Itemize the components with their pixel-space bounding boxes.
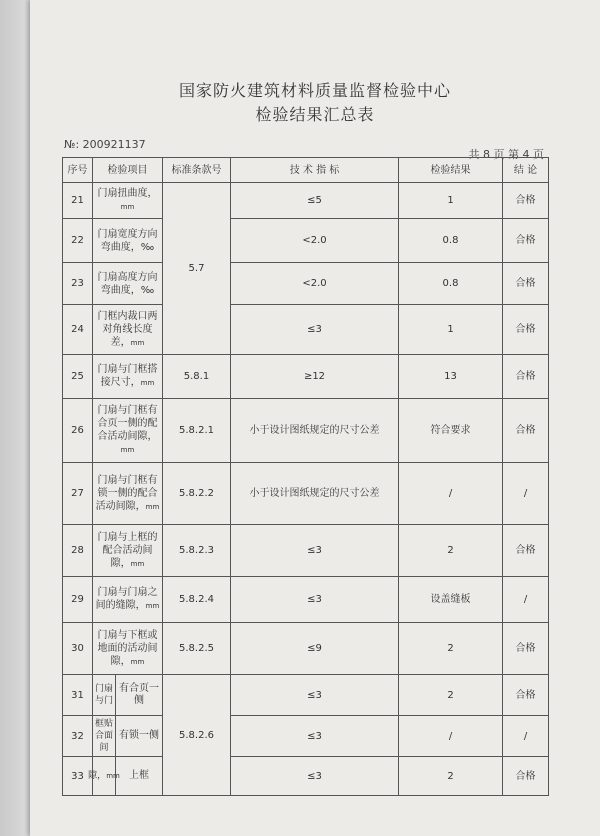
row-item: 门框内裁口两对角线长度差，mm xyxy=(93,305,163,355)
table-row xyxy=(63,263,549,305)
row-conclusion: 合格 xyxy=(503,305,549,355)
row-clause: 5.8.2.2 xyxy=(163,463,231,525)
row-item: 门扇与下框或地面的活动间隙，mm xyxy=(93,623,163,675)
row-spec: ≤3 xyxy=(231,525,399,577)
row-no: 21 xyxy=(63,183,93,219)
row-subitem: 有锁一侧 xyxy=(119,730,159,741)
row-conclusion: 合格 xyxy=(503,675,549,716)
row-clause: 5.8.2.5 xyxy=(163,623,231,675)
row-item: 门扇扭曲度，mm xyxy=(93,183,163,219)
row-conclusion: 合格 xyxy=(503,219,549,263)
row-clause: 5.8.2.4 xyxy=(163,577,231,623)
header-item: 检验项目 xyxy=(93,158,163,183)
header-spec: 技 术 指 标 xyxy=(231,158,399,183)
row-conclusion: 合格 xyxy=(503,355,549,399)
row-spec: <2.0 xyxy=(231,219,399,263)
row-result: / xyxy=(399,716,503,757)
row-result: 2 xyxy=(399,675,503,716)
row-item-split xyxy=(93,675,163,716)
row-clause: 5.8.2.6 xyxy=(163,675,231,796)
document-title: 国家防火建筑材料质量监督检验中心 xyxy=(178,81,451,100)
row-result: 2 xyxy=(399,525,503,577)
results-table xyxy=(62,157,549,796)
table-header-row xyxy=(63,158,549,183)
row-no: 24 xyxy=(63,305,93,355)
row-conclusion: / xyxy=(503,716,549,757)
row-spec: 小于设计图纸规定的尺寸公差 xyxy=(231,399,399,463)
row-spec: ≤3 xyxy=(231,305,399,355)
table-row xyxy=(63,623,549,675)
row-spec: 小于设计图纸规定的尺寸公差 xyxy=(231,463,399,525)
row-conclusion: / xyxy=(503,463,549,525)
report-number: №: 200921137 xyxy=(64,138,146,151)
row-no: 28 xyxy=(63,525,93,577)
row-no: 26 xyxy=(63,399,93,463)
row-clause: 5.8.1 xyxy=(163,355,231,399)
row-no: 32 xyxy=(63,716,93,757)
header-clause: 标准条款号 xyxy=(163,158,231,183)
row-item: 门扇与门框有合页一侧的配合活动间隙，mm xyxy=(93,399,163,463)
row-conclusion: 合格 xyxy=(503,399,549,463)
row-no: 27 xyxy=(63,463,93,525)
row-conclusion: 合格 xyxy=(503,525,549,577)
table-row xyxy=(63,525,549,577)
row-clause: 5.7 xyxy=(163,183,231,355)
row-conclusion: 合格 xyxy=(503,183,549,219)
row-no: 25 xyxy=(63,355,93,399)
row-no: 29 xyxy=(63,577,93,623)
document-subtitle: 检验结果汇总表 xyxy=(255,105,375,124)
table-row xyxy=(63,399,549,463)
table-row xyxy=(63,716,549,757)
row-conclusion: / xyxy=(503,577,549,623)
row-spec: ≥12 xyxy=(231,355,399,399)
table-row xyxy=(63,355,549,399)
row-item-split xyxy=(88,757,163,796)
row-item: 门扇与上框的配合活动间隙，mm xyxy=(93,525,163,577)
row-no: 30 xyxy=(63,623,93,675)
row-no: 31 xyxy=(63,675,93,716)
table-row xyxy=(63,219,549,263)
row-result: 13 xyxy=(399,355,503,399)
table-row xyxy=(63,577,549,623)
row-conclusion: 合格 xyxy=(503,263,549,305)
header-no: 序号 xyxy=(63,158,93,183)
row-item: 门扇与门框有锁一侧的配合活动间隙，mm xyxy=(93,463,163,525)
row-item: 门扇与门扇之间的缝隙，mm xyxy=(93,577,163,623)
row-no: 33 xyxy=(63,757,93,796)
row-conclusion: 合格 xyxy=(503,623,549,675)
row-no: 22 xyxy=(63,219,93,263)
row-result: 0.8 xyxy=(399,263,503,305)
row-subitem: 上框 xyxy=(129,770,149,781)
row-result: 1 xyxy=(399,305,503,355)
row-no: 23 xyxy=(63,263,93,305)
header-result: 检验结果 xyxy=(399,158,503,183)
row-result: 1 xyxy=(399,183,503,219)
row-spec: ≤3 xyxy=(231,675,399,716)
row-result: 0.8 xyxy=(399,219,503,263)
row-item: 门扇宽度方向弯曲度，‰ xyxy=(93,219,163,263)
row-result: 符合要求 xyxy=(399,399,503,463)
row-clause: 5.8.2.3 xyxy=(163,525,231,577)
table-row xyxy=(63,463,549,525)
table-row xyxy=(63,675,549,716)
row-clause: 5.8.2.1 xyxy=(163,399,231,463)
row-subitem: 有合页一侧 xyxy=(119,683,159,706)
header-conclusion: 结 论 xyxy=(503,158,549,183)
row-result: 2 xyxy=(399,757,503,796)
row-spec: ≤9 xyxy=(231,623,399,675)
row-spec: ≤3 xyxy=(231,577,399,623)
row-spec: <2.0 xyxy=(231,263,399,305)
row-item-split xyxy=(93,716,163,757)
row-conclusion: 合格 xyxy=(503,757,549,796)
table-row xyxy=(63,757,549,796)
group-label-bottom: 隙， mm xyxy=(93,757,116,795)
row-result: / xyxy=(399,463,503,525)
row-result: 设盖缝板 xyxy=(399,577,503,623)
row-item: 门扇与门框搭接尺寸，mm xyxy=(93,355,163,399)
group-label-top: 门扇与门 xyxy=(93,675,116,715)
row-item: 门扇高度方向弯曲度，‰ xyxy=(93,263,163,305)
table-row xyxy=(63,305,549,355)
page-info: 共 8 页 第 4 页 xyxy=(468,148,544,161)
row-spec: ≤3 xyxy=(231,757,399,796)
row-result: 2 xyxy=(399,623,503,675)
row-spec: ≤3 xyxy=(231,716,399,757)
table-row xyxy=(63,183,549,219)
row-spec: ≤5 xyxy=(231,183,399,219)
group-label-mid: 框贴合面间 xyxy=(93,716,116,756)
